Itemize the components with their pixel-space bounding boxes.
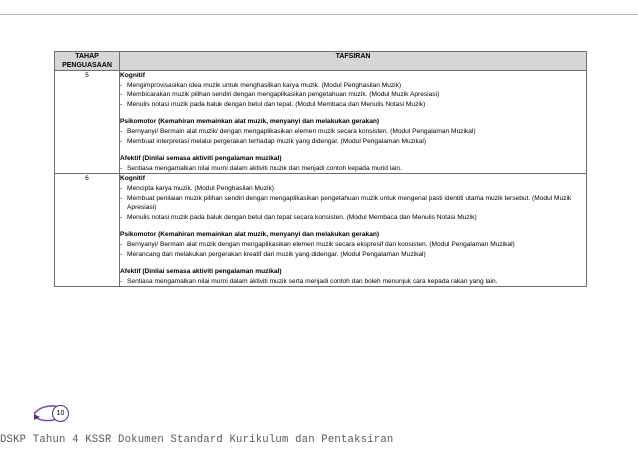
description-section bbox=[120, 230, 586, 259]
list-item: - Membicarakan muzik pilihan sendiri dengan mengaplikasikan pengetahuan muzik. (Modul Muzik Apresiasi) bbox=[120, 90, 586, 100]
list-item: - Mengimprovisasikan idea muzik untuk menghasilkan karya muzik. (Modul Penghasilan Muzik) bbox=[120, 81, 586, 91]
description-cell bbox=[120, 174, 587, 287]
description-section bbox=[120, 117, 586, 146]
level-cell: 5 bbox=[55, 71, 120, 174]
page-number: 10 bbox=[52, 405, 69, 422]
list-item: - Bernyanyi/ Bermain alat muzik dengan mengaplikasikan elemen muzik secara ekspresif dan konsisten. (Modul Pengalaman Muzikal) bbox=[120, 240, 586, 250]
list-item: - Menulis notasi muzik pada baluk dengan betul dan tepat. (Modul Membaca dan Menulis Notasi Muzik) bbox=[120, 100, 586, 110]
list-item: - Bernyanyi/ Bermain alat muzik/ dengan mengaplikasikan elemen muzik secara konsisten. (Modul Pengalaman Muzikal) bbox=[120, 127, 586, 137]
section-title: Psikomotor (Kemahiran memainkan alat muzik, menyanyi dan melakukan gerakan) bbox=[120, 118, 380, 126]
proficiency-table bbox=[54, 51, 587, 287]
list-item: - Membuat penilaian muzik pilihan sendiri dengan mengaplikasikan pengetahuan muzik untuk mengenal pasti identiti utama muzik tersebut. (Modul Muzik Apresiasi) bbox=[120, 194, 586, 213]
header-tahap-penguasaan: TAHAP PENGUASAAN bbox=[55, 52, 120, 71]
section-title: Kognitif bbox=[120, 175, 145, 183]
section-title: Afektif (Dinilai semasa aktiviti pengalaman muzikal) bbox=[120, 155, 282, 163]
section-title: Psikomotor (Kemahiran memainkan alat muzik, menyanyi dan melakukan gerakan) bbox=[120, 231, 380, 239]
document-footer-title: DSKP Tahun 4 KSSR Dokumen Standard Kurikulum dan Pentaksiran bbox=[0, 434, 394, 446]
section-title: Kognitif bbox=[120, 72, 145, 79]
list-item: - Sentiasa mengamalkan nilai murni dalam aktiviti muzik serta menjadi contoh dan boleh menunjuk cara kepada rakan yang lain. bbox=[120, 277, 586, 287]
description-section bbox=[120, 174, 586, 222]
table-header-row bbox=[55, 52, 587, 71]
list-item: - Mencipta karya muzik. (Modul Penghasilan Muzik) bbox=[120, 184, 586, 194]
table-row bbox=[55, 71, 587, 174]
list-item: - Merancang dan melakukan pergerakan kreatif dari muzik yang didengar. (Modul Pengalaman Muzikal) bbox=[120, 250, 586, 260]
description-section bbox=[120, 267, 586, 286]
description-section bbox=[120, 71, 586, 109]
level-cell: 6 bbox=[55, 174, 120, 287]
header-tafsiran: TAFSIRAN bbox=[120, 52, 587, 71]
list-item: - Menulis notasi muzik pada baluk dengan betul dan tepat secara konsisten. (Modul Membaca dan Menulis Notasi Muzik) bbox=[120, 213, 586, 223]
page-top-rule bbox=[0, 14, 638, 15]
description-section bbox=[120, 154, 586, 173]
list-item: - Membuat interpretasi melalui pergerakan terhadap muzik yang didengar. (Modul Pengalaman Muzikal) bbox=[120, 137, 586, 147]
list-item: - Sentiasa mengamalkan nilai murni dalam aktiviti muzik dan menjadi contoh kepada murid lain. bbox=[120, 164, 586, 174]
section-title: Afektif (Dinilai semasa aktiviti pengalaman muzikal) bbox=[120, 268, 282, 276]
table-row bbox=[55, 174, 587, 287]
description-cell bbox=[120, 71, 587, 174]
